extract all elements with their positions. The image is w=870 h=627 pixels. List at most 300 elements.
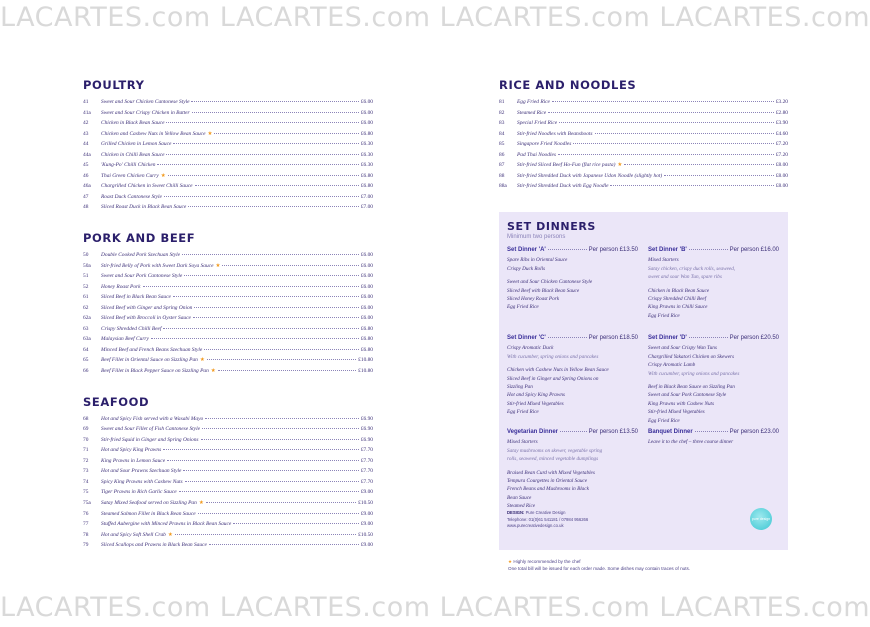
set-menu-dish: rolls, seaweed, minced vegetable dumplings [507, 456, 599, 463]
item-price: £6.30 [360, 162, 373, 169]
dot-leader [202, 428, 359, 429]
dot-leader [192, 112, 359, 113]
item-number: 81 [499, 99, 505, 105]
item-price: £7.20 [775, 141, 788, 148]
dot-leader [185, 481, 359, 482]
set-menu-dish: Chargrilled Yakatori Chicken on Skewers [648, 353, 735, 360]
set-menu-name: Set Dinner 'C' [507, 335, 546, 341]
item-number: 77 [83, 521, 89, 528]
set-menu-price: Per person £13.50 [588, 429, 638, 435]
item-price: £7.20 [775, 151, 788, 158]
item-price: £7.00 [360, 193, 373, 200]
menu-item-row [83, 336, 373, 347]
star-icon: ★ [215, 262, 221, 269]
pork-title: PORK AND BEEF [83, 231, 196, 246]
menu-item-row [83, 426, 373, 437]
set-menu-price: Per person £18.50 [588, 335, 638, 341]
set-menu-name: Set Dinner 'B' [648, 247, 687, 253]
set-menu-dish: With cucumber, spring onions and pancakes [507, 353, 599, 360]
item-name: Hot and Spicy Fish served with a Wasabi Mayo [101, 415, 204, 422]
item-number: 68 [83, 415, 89, 422]
item-number: 41 [83, 99, 89, 105]
star-icon: ★ [617, 162, 623, 169]
watermark-bottom: LACARTES.com LACARTES.com LACARTES.com LACARTES.com [0, 592, 870, 623]
dot-leader [689, 337, 728, 338]
menu-item-row [499, 120, 788, 131]
item-number: 46 [83, 172, 89, 179]
poultry-list [83, 99, 373, 215]
set-menu-header [648, 428, 779, 436]
star-icon: ★ [207, 130, 213, 137]
dot-leader [166, 122, 358, 123]
item-number: 46a [83, 183, 91, 190]
item-number: 88a [499, 183, 507, 190]
item-price: £6.00 [360, 262, 373, 269]
set-menu-dish: Crispy Aromatic Duck [507, 345, 554, 352]
item-number: 75a [83, 499, 91, 506]
set-menu-name: Banquet Dinner [648, 429, 693, 435]
menu-item-row [83, 194, 373, 205]
dot-leader [695, 431, 728, 432]
item-name: Chicken and Cashew Nuts in Yellow Bean Sauce [101, 130, 206, 137]
set-menu-dish: Beef in Black Bean Sauce on Sizzling Pan [648, 384, 735, 391]
item-number: 73 [83, 468, 89, 475]
dot-leader [193, 317, 359, 318]
item-name: Tiger Prawns in Rich Garlic Sauce [101, 489, 177, 496]
set-menu-header [507, 428, 638, 436]
item-price: £9.00 [360, 510, 373, 517]
set-menu-card [507, 334, 638, 417]
set-menu-price: Per person £13.50 [588, 247, 638, 253]
pork-list [83, 252, 373, 379]
menu-item-row [83, 532, 373, 543]
item-name: King Prawns in Lemon Sauce [101, 457, 166, 464]
item-price: £6.00 [360, 273, 373, 280]
set-menu-dish: Egg Fried Rice [507, 304, 539, 311]
item-name: Beef Fillet in Black Pepper Sauce on Sizzling Pan [101, 368, 209, 375]
dot-leader [205, 418, 359, 419]
set-menu-dish: Crispy Shredded Chilli Beef [648, 296, 707, 303]
star-icon: ★ [199, 357, 205, 364]
dot-leader [173, 143, 358, 144]
dot-leader [222, 265, 359, 266]
dot-leader [214, 133, 359, 134]
menu-item-row [83, 447, 373, 458]
menu-item-row [83, 542, 373, 553]
dot-leader [167, 460, 359, 461]
set-menu-dish: King Prawns with Cashew Nuts [648, 400, 715, 407]
item-name: Hot and Spicy Soft Shell Crab [101, 531, 166, 538]
set-menu-dish: Sliced Honey Roast Pork [507, 296, 560, 303]
menu-item-row [83, 263, 373, 274]
set-menu-price: Per person £23.00 [729, 429, 779, 435]
star-icon: ★ [210, 368, 216, 375]
item-price: £6.30 [360, 151, 373, 158]
menu-item-row [83, 357, 373, 368]
set-menu-price: Per person £20.50 [729, 335, 779, 341]
item-price: £3.90 [775, 120, 788, 127]
item-price: £6.80 [360, 325, 373, 332]
set-menu-dish: Sliced Beef with Black Bean Sauce [507, 287, 580, 294]
seafood-title: SEAFOOD [83, 394, 150, 409]
set-menus [507, 246, 780, 546]
item-price: £7.70 [360, 447, 373, 454]
item-name: Crispy Shredded Chilli Beef [101, 325, 162, 332]
design-credit [507, 510, 588, 530]
design-name: Pure Creative Design [525, 510, 566, 515]
item-number: 88 [499, 172, 505, 179]
menu-item-row [83, 99, 373, 110]
dot-leader [624, 164, 774, 165]
item-name: Spicy King Prawns with Cashew Nuts [101, 478, 183, 485]
item-price: £6.00 [360, 304, 373, 311]
dot-leader [163, 449, 359, 450]
dot-leader [207, 359, 356, 360]
item-number: 61 [83, 294, 89, 301]
dot-leader [610, 185, 773, 186]
set-dinners-subtitle: Minimum two persons [507, 234, 566, 240]
poultry-title: POULTRY [83, 78, 145, 92]
item-number: 87 [499, 162, 505, 169]
item-number: 43 [83, 130, 89, 137]
menu-item-row [83, 152, 373, 163]
menu-item-row [83, 162, 373, 173]
item-number: 44a [83, 151, 91, 158]
dot-leader [664, 175, 774, 176]
left-column [83, 78, 373, 553]
menu-item-row [83, 511, 373, 522]
item-number: 62 [83, 304, 89, 311]
item-number: 50 [83, 252, 89, 259]
item-number: 51 [83, 273, 89, 280]
item-price: £9.00 [360, 542, 373, 549]
item-price: £6.00 [360, 294, 373, 301]
menu-item-row [83, 489, 373, 500]
dot-leader [689, 249, 728, 250]
menu-item-row [83, 500, 373, 511]
menu-item-row [499, 141, 788, 152]
menu-item-row [499, 110, 788, 121]
item-name: Sweet and Sour Chicken Cantonese Style [101, 99, 190, 105]
dot-leader [233, 523, 359, 524]
item-name: Stir-fried Belly of Pork with Sweet Dark Soya Sauce [101, 262, 214, 269]
menu-item-row [83, 326, 373, 337]
dot-leader [552, 101, 774, 102]
item-number: 79 [83, 542, 89, 549]
menu-item-row [83, 437, 373, 448]
item-price: £6.90 [360, 426, 373, 433]
set-menu-dish: Sizzling Pan [507, 384, 533, 391]
set-menu-dish: Sweet and Sour Crispy Wan Tuns [648, 345, 717, 352]
rice-title: RICE AND NOODLES [499, 78, 637, 92]
set-menu-dish: Leave it to the chef – three course dinner [648, 439, 734, 446]
dot-leader [209, 544, 359, 545]
item-number: 63 [83, 325, 89, 332]
footnote [508, 558, 690, 572]
item-name: Hot and Spicy King Prawns [101, 447, 162, 454]
dot-leader [560, 431, 587, 432]
item-price: £8.00 [775, 162, 788, 169]
item-name: Special Fried Rice [517, 120, 558, 127]
dot-leader [157, 164, 358, 165]
item-price: £7.70 [360, 457, 373, 464]
set-menu-card [507, 428, 638, 511]
item-price: £6.90 [360, 436, 373, 443]
dot-leader [595, 133, 774, 134]
set-menu-card [648, 428, 779, 447]
item-price: £2.80 [775, 109, 788, 116]
dot-leader [548, 337, 587, 338]
set-menu-dish: French Beans and Mushrooms in Black [507, 486, 589, 493]
set-menu-dish: Egg Fried Rice [648, 417, 680, 424]
item-number: 70 [83, 436, 89, 443]
set-menu-card [648, 246, 779, 320]
item-name: Stir-fried Sliced Beef Ho-Fun (flat rice pasta) [517, 162, 616, 169]
menu-item-row [83, 273, 373, 284]
star-icon: ★ [198, 499, 204, 506]
item-number: 75 [83, 489, 89, 496]
item-name: Chicken in Black Bean Sauce [101, 120, 165, 127]
seafood-list [83, 416, 373, 553]
menu-item-row [83, 284, 373, 295]
set-menu-card [648, 334, 779, 425]
menu-item-row [83, 173, 373, 184]
item-name: Stir-fried Shredded Duck with Japanese Udon Noodle (slightly hot) [517, 172, 663, 179]
item-name: Satay Mixed Seafood served on Sizzling Pan [101, 499, 197, 506]
set-menu-name: Vegetarian Dinner [507, 429, 559, 435]
design-phone: Telephone: 01(0)61 541181 / 07984 956266 [507, 516, 589, 522]
dot-leader [201, 439, 359, 440]
dot-leader [173, 296, 359, 297]
set-menu-dish: Mixed Starters [648, 257, 679, 264]
set-menu-dish: Braised Bean Curd with Mixed Vegetables [507, 469, 595, 476]
item-price: £6.00 [360, 109, 373, 116]
set-menu-dish: Satay mushrooms on skewer, vegetable spring [507, 447, 603, 454]
menu-item-row [499, 162, 788, 173]
dot-leader [195, 185, 359, 186]
menu-item-row [83, 204, 373, 215]
menu-item-row [83, 141, 373, 152]
menu-item-row [83, 183, 373, 194]
item-number: 86 [499, 151, 505, 158]
design-label: DESIGN: [507, 510, 525, 515]
menu-item-row [499, 183, 788, 194]
item-name: Sliced Beef with Broccoli in Oyster Sauce [101, 315, 191, 322]
design-web: www.purecreativedesign.co.uk [507, 523, 564, 528]
menu-item-row [499, 99, 788, 110]
item-price: £8.00 [775, 183, 788, 190]
dot-leader [218, 370, 357, 371]
footnote-recommended: Highly recommended by the chef [513, 559, 581, 564]
item-name: Sweet and Sour Fillet of Fish Cantonese Style [101, 426, 200, 433]
menu-item-row [83, 521, 373, 532]
item-price: £6.80 [360, 172, 373, 179]
set-menu-header [648, 246, 779, 254]
set-menu-dish: Bean Sauce [507, 494, 532, 501]
item-price: £10.50 [358, 499, 373, 506]
item-price: £7.00 [360, 204, 373, 211]
dot-leader [204, 349, 359, 350]
item-number: 76 [83, 510, 89, 517]
menu-item-row [83, 479, 373, 490]
item-name: Roast Duck Cantonese Style [101, 193, 162, 200]
menu-item-row [83, 468, 373, 479]
dot-leader [166, 154, 358, 155]
item-name: Sweet and Sour Pork Cantonese Style [101, 273, 183, 280]
star-icon: ★ [167, 531, 173, 538]
dot-leader [175, 534, 356, 535]
item-name: Stir-fried Noodles with Beanshoots [517, 130, 593, 137]
dot-leader [188, 206, 359, 207]
set-menu-dish: Mixed Starters [507, 439, 538, 446]
set-menu-dish: Egg Fried Rice [648, 312, 680, 319]
set-dinners-title: SET DINNERS [507, 220, 596, 233]
dot-leader [548, 249, 587, 250]
set-menu-dish: Chicken in Black Bean Sauce [648, 287, 710, 294]
item-number: 50a [83, 262, 91, 269]
item-name: Sweet and Sour Crispy Chicken in Batter [101, 109, 190, 116]
dot-leader [206, 502, 357, 503]
item-name: Minced Beef and French Beans Szechuan Style [101, 346, 203, 353]
item-name: Stuffed Aubergine with Minced Prawns in Black Bean Sauce [101, 521, 232, 528]
item-price: £7.70 [360, 468, 373, 475]
star-icon: ★ [508, 559, 513, 564]
set-dinners-panel [499, 212, 788, 550]
item-price: £6.80 [360, 346, 373, 353]
dot-leader [179, 491, 359, 492]
item-number: 41a [83, 109, 91, 116]
item-number: 66 [83, 368, 89, 375]
item-price: £6.30 [360, 141, 373, 148]
set-menu-dish: Stir-fried Mixed Vegetables [507, 400, 564, 407]
set-menu-dish: King Prawns in Chilli Sauce [648, 304, 708, 311]
item-number: 69 [83, 426, 89, 433]
item-price: £6.00 [360, 252, 373, 259]
menu-item-row [83, 294, 373, 305]
item-number: 82 [499, 109, 505, 116]
item-name: Malaysian Beef Curry [101, 336, 149, 343]
item-number: 45 [83, 162, 89, 169]
item-price: £4.60 [775, 130, 788, 137]
menu-item-row [499, 131, 788, 142]
item-name: Grilled Chicken in Lemon Sauce [101, 141, 172, 148]
set-menu-dish: Chicken with Cashew Nuts in Yellow Bean Sauce [507, 367, 609, 374]
set-menu-dish: Tempura Courgettes in Oriental Sauce [507, 478, 588, 485]
set-menu-dish: Spare Ribs in Oriental Sauce [507, 257, 568, 264]
menu-item-row [83, 120, 373, 131]
item-name: Chicken in Chilli Bean Sauce [101, 151, 165, 158]
item-price: £8.00 [775, 172, 788, 179]
set-menu-name: Set Dinner 'A' [507, 247, 546, 253]
item-price: £9.00 [360, 521, 373, 528]
item-name: Double Cooked Pork Szechuan Style [101, 252, 181, 259]
dot-leader [163, 328, 358, 329]
menu-item-row [83, 368, 373, 379]
item-name: Stir-fried Squid in Ginger and Spring Onions [101, 436, 199, 443]
item-name: 'Kung-Po' Chilli Chicken [101, 162, 156, 169]
item-name: Honey Roast Pork [101, 283, 141, 290]
item-number: 71 [83, 447, 89, 454]
item-price: £6.00 [360, 99, 373, 105]
item-number: 44 [83, 141, 89, 148]
item-number: 78 [83, 531, 89, 538]
rice-list [499, 99, 788, 194]
item-name: Beef Fillet in Oriental Sauce on Sizzling Pan [101, 357, 198, 364]
item-name: Sliced Scallops and Prawns in Black Bean Sauce [101, 542, 207, 549]
set-menu-dish: Crispy Aromatic Lamb [648, 362, 696, 369]
menu-item-row [83, 131, 373, 142]
item-name: Hot and Sour Prawns Szechuan Style [101, 468, 182, 475]
item-number: 63a [83, 336, 91, 343]
right-column [499, 78, 788, 194]
dot-leader [168, 175, 359, 176]
set-menu-dish: Sweet and Sour Pork Cantonese Style [648, 392, 727, 399]
set-menu-dish: Egg Fried Rice [507, 409, 539, 416]
dot-leader [184, 275, 359, 276]
item-name: Pad Thai Noodles [517, 151, 556, 158]
dot-leader [182, 254, 359, 255]
item-name: Chargrilled Chicken in Sweet Chilli Sauce [101, 183, 193, 190]
dot-leader [573, 143, 774, 144]
item-price: £6.80 [360, 336, 373, 343]
item-number: 83 [499, 120, 505, 127]
dot-leader [151, 338, 359, 339]
item-number: 62a [83, 315, 91, 322]
dot-leader [548, 112, 774, 113]
item-price: £10.80 [358, 357, 373, 364]
item-number: 65 [83, 357, 89, 364]
item-name: Egg Fried Rice [517, 99, 550, 105]
item-name: Steamed Rice [517, 109, 547, 116]
footnote-bill: One total bill will be issued for each order made. Some dishes may contain traces of nuts. [508, 566, 691, 571]
item-price: £3.20 [775, 99, 788, 105]
menu-item-row [83, 315, 373, 326]
dot-leader [198, 513, 359, 514]
item-number: 48 [83, 204, 89, 211]
item-price: £6.00 [360, 315, 373, 322]
set-menu-card [507, 246, 638, 312]
item-number: 42 [83, 120, 89, 127]
menu-item-row [83, 458, 373, 469]
set-menu-dish: Stir-fried Mixed Vegetables [648, 409, 705, 416]
item-name: Sliced Beef in Black Bean Sauce [101, 294, 171, 301]
menu-item-row [83, 305, 373, 316]
item-price: £6.90 [360, 415, 373, 422]
set-menu-dish: Sliced Beef in Ginger and Spring Onions on [507, 375, 599, 382]
item-number: 52 [83, 283, 89, 290]
set-menu-dish: Crispy Duck Rolls [507, 265, 546, 272]
item-price: £10.80 [358, 368, 373, 375]
menu-item-row [83, 252, 373, 263]
set-menu-dish: Sweet and Sour Chicken Cantonese Style [507, 279, 593, 286]
set-menu-dish: sweet and sour Wan Tun, spare ribs [648, 274, 722, 281]
dot-leader [559, 122, 774, 123]
item-number: 72 [83, 457, 89, 464]
menu-item-row [499, 173, 788, 184]
item-price: £9.00 [360, 489, 373, 496]
menu-item-row [83, 110, 373, 121]
item-price: £6.80 [360, 183, 373, 190]
item-name: Steamed Salmon Fillet in Black Bean Sauce [101, 510, 196, 517]
set-menu-dish: Hot and Spicy King Prawns [507, 392, 565, 399]
set-menu-name: Set Dinner 'D' [648, 335, 687, 341]
item-name: Stir-fried Shredded Duck with Egg Noodle [517, 183, 609, 190]
pure-design-logo: pure design [750, 508, 772, 530]
menu-item-row [83, 347, 373, 358]
set-menu-dish: Satay chicken, crispy duck rolls, seaweed, [648, 265, 736, 272]
set-menu-price: Per person £16.00 [729, 247, 779, 253]
item-price: £6.00 [360, 283, 373, 290]
